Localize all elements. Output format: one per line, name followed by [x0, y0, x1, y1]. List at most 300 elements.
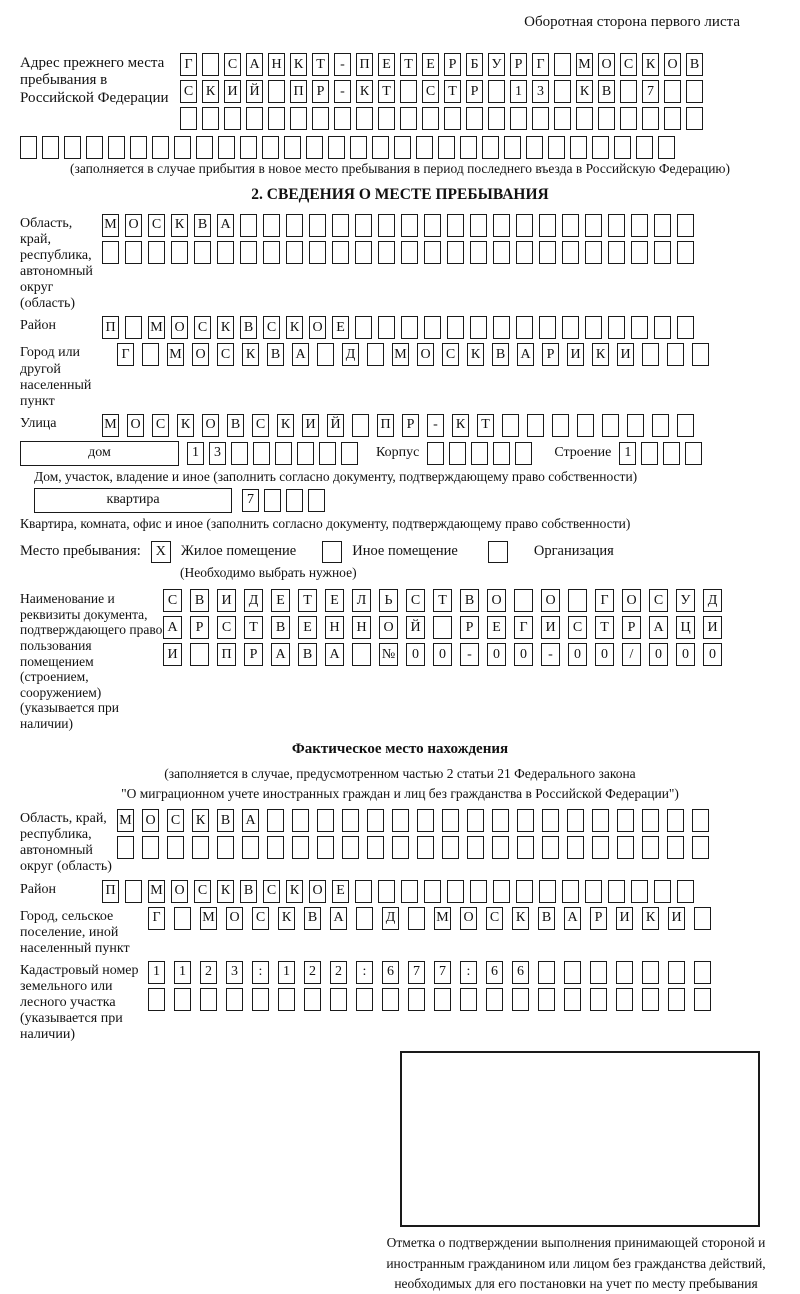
char-cell: У: [676, 589, 695, 612]
char-cell: С: [486, 907, 503, 930]
apartment-labelbox: квартира: [34, 488, 232, 513]
char-cell: В: [194, 214, 211, 237]
char-cell: [424, 880, 441, 903]
char-cell: П: [377, 414, 394, 437]
char-cell: 1: [278, 961, 295, 984]
char-cell: [142, 343, 159, 366]
char-cell: [20, 136, 37, 159]
char-cell: А: [517, 343, 534, 366]
char-cell: К: [217, 880, 234, 903]
char-cell: [378, 880, 395, 903]
char-cell: [590, 961, 607, 984]
char-cell: №: [379, 643, 398, 666]
char-cell: [627, 414, 644, 437]
char-cell: [493, 241, 510, 264]
char-cell: В: [240, 880, 257, 903]
char-cell: Д: [244, 589, 263, 612]
char-cell: [663, 442, 680, 465]
street-grid: [102, 414, 694, 437]
char-cell: [417, 836, 434, 859]
char-cell: О: [226, 907, 243, 930]
char-cell: С: [152, 414, 169, 437]
district-label: Район: [20, 318, 56, 334]
char-cell: К: [177, 414, 194, 437]
char-cell: [617, 836, 634, 859]
char-cell: [504, 136, 521, 159]
char-cell: К: [278, 907, 295, 930]
char-cell: 0: [595, 643, 614, 666]
char-cell: И: [217, 589, 236, 612]
char-cell: [510, 107, 527, 130]
char-cell: 0: [676, 643, 695, 666]
char-cell: Т: [433, 589, 452, 612]
char-cell: [654, 214, 671, 237]
char-cell: [42, 136, 59, 159]
char-cell: [408, 907, 425, 930]
char-cell: [654, 241, 671, 264]
char-cell: [102, 241, 119, 264]
char-cell: [352, 643, 371, 666]
district-grid: [102, 316, 694, 339]
apartment-grid: [242, 489, 325, 512]
char-cell: [568, 589, 587, 612]
city-block: [20, 343, 780, 409]
char-cell: М: [167, 343, 184, 366]
char-cell: [631, 241, 648, 264]
char-cell: О: [487, 589, 506, 612]
char-cell: [372, 136, 389, 159]
char-cell: [306, 136, 323, 159]
char-cell: [539, 214, 556, 237]
char-cell: [148, 241, 165, 264]
char-cell: [350, 136, 367, 159]
char-cell: И: [163, 643, 182, 666]
char-cell: -: [460, 643, 479, 666]
char-cell: [460, 136, 477, 159]
char-cell: К: [277, 414, 294, 437]
char-cell: [664, 80, 681, 103]
char-cell: -: [334, 53, 351, 76]
char-cell: [493, 880, 510, 903]
char-cell: [317, 836, 334, 859]
char-cell: К: [286, 316, 303, 339]
char-cell: [517, 809, 534, 832]
char-cell: [267, 836, 284, 859]
char-cell: [304, 988, 321, 1011]
char-cell: [642, 836, 659, 859]
char-cell: [517, 836, 534, 859]
char-cell: П: [102, 880, 119, 903]
char-cell: А: [330, 907, 347, 930]
char-cell: И: [567, 343, 584, 366]
char-cell: [486, 988, 503, 1011]
char-cell: Ц: [676, 616, 695, 639]
char-cell: С: [620, 53, 637, 76]
char-cell: [466, 107, 483, 130]
char-cell: [620, 80, 637, 103]
char-cell: [194, 241, 211, 264]
char-cell: [424, 241, 441, 264]
char-cell: В: [492, 343, 509, 366]
char-cell: [567, 809, 584, 832]
char-cell: [180, 107, 197, 130]
char-cell: [416, 136, 433, 159]
char-cell: [217, 836, 234, 859]
char-cell: [686, 80, 703, 103]
char-cell: Г: [148, 907, 165, 930]
char-cell: [378, 214, 395, 237]
char-cell: [378, 316, 395, 339]
char-cell: Д: [703, 589, 722, 612]
char-cell: [152, 136, 169, 159]
char-cell: [636, 136, 653, 159]
char-cell: С: [422, 80, 439, 103]
char-cell: С: [163, 589, 182, 612]
char-cell: [447, 316, 464, 339]
char-cell: [562, 214, 579, 237]
char-cell: [667, 809, 684, 832]
char-cell: [392, 809, 409, 832]
previous-address-note: (заполняется в случае прибытия в новое место пребывания в период последнего въезда в Российскую Федерацию): [69, 161, 731, 176]
char-cell: У: [488, 53, 505, 76]
char-cell: П: [102, 316, 119, 339]
char-cell: [174, 907, 191, 930]
char-cell: А: [246, 53, 263, 76]
char-cell: [493, 442, 510, 465]
char-cell: А: [564, 907, 581, 930]
char-cell: [608, 316, 625, 339]
char-cell: И: [617, 343, 634, 366]
actual-location-note: [20, 764, 780, 803]
char-cell: К: [242, 343, 259, 366]
char-cell: [328, 136, 345, 159]
char-cell: 2: [304, 961, 321, 984]
char-cell: [196, 136, 213, 159]
region-label: Область, край, республика, автономный округ (область): [20, 215, 93, 312]
char-cell: [108, 136, 125, 159]
char-cell: В: [538, 907, 555, 930]
char-cell: [667, 836, 684, 859]
char-cell: М: [434, 907, 451, 930]
char-cell: [171, 241, 188, 264]
char-cell: [585, 316, 602, 339]
char-cell: И: [302, 414, 319, 437]
char-cell: [264, 489, 281, 512]
cadastral-block: [20, 961, 780, 1043]
char-cell: [577, 414, 594, 437]
char-cell: Г: [595, 589, 614, 612]
char-cell: [200, 988, 217, 1011]
char-cell: [263, 241, 280, 264]
char-cell: [532, 107, 549, 130]
char-cell: [267, 809, 284, 832]
char-cell: [356, 988, 373, 1011]
char-cell: А: [649, 616, 668, 639]
char-cell: :: [252, 961, 269, 984]
char-cell: [218, 136, 235, 159]
char-cell: Е: [325, 589, 344, 612]
char-cell: -: [334, 80, 351, 103]
street-block: [20, 414, 780, 437]
korpus-grid: [427, 442, 532, 465]
char-cell: [117, 836, 134, 859]
char-cell: [470, 316, 487, 339]
char-cell: [438, 136, 455, 159]
char-cell: [394, 136, 411, 159]
char-cell: Р: [510, 53, 527, 76]
char-cell: С: [180, 80, 197, 103]
char-cell: И: [541, 616, 560, 639]
char-cell: [355, 880, 372, 903]
char-cell: [516, 880, 533, 903]
char-cell: [64, 136, 81, 159]
char-cell: [570, 136, 587, 159]
char-cell: Л: [352, 589, 371, 612]
char-cell: К: [171, 214, 188, 237]
char-cell: [668, 961, 685, 984]
char-cell: А: [292, 343, 309, 366]
char-cell: Е: [298, 616, 317, 639]
region-block: [20, 214, 780, 313]
char-cell: [677, 214, 694, 237]
char-cell: [467, 809, 484, 832]
char-cell: [548, 136, 565, 159]
char-cell: Р: [244, 643, 263, 666]
char-cell: [654, 316, 671, 339]
char-cell: [617, 809, 634, 832]
char-cell: [290, 107, 307, 130]
char-cell: [317, 809, 334, 832]
section2-title: 2. СВЕДЕНИЯ О МЕСТЕ ПРЕБЫВАНИЯ: [251, 185, 549, 203]
actual-region-row-2: [117, 836, 709, 859]
char-cell: [694, 988, 711, 1011]
char-cell: О: [309, 316, 326, 339]
char-cell: [367, 809, 384, 832]
street-label: Улица: [20, 415, 57, 431]
char-cell: К: [202, 80, 219, 103]
char-cell: 1: [174, 961, 191, 984]
char-cell: А: [325, 643, 344, 666]
char-cell: Т: [312, 53, 329, 76]
char-cell: 6: [486, 961, 503, 984]
char-cell: [552, 414, 569, 437]
char-cell: 0: [568, 643, 587, 666]
char-cell: [502, 414, 519, 437]
stay-option-checkbox-residential: X: [151, 541, 171, 563]
char-cell: Е: [332, 880, 349, 903]
char-cell: К: [286, 880, 303, 903]
char-cell: :: [460, 961, 477, 984]
char-cell: [668, 988, 685, 1011]
char-cell: [542, 836, 559, 859]
char-cell: [86, 136, 103, 159]
char-cell: М: [102, 214, 119, 237]
char-cell: Й: [327, 414, 344, 437]
char-cell: [240, 241, 257, 264]
char-cell: 0: [433, 643, 452, 666]
char-cell: С: [252, 414, 269, 437]
char-cell: [278, 988, 295, 1011]
cadastral-row-1: [148, 961, 711, 984]
char-cell: [341, 442, 358, 465]
char-cell: Г: [117, 343, 134, 366]
char-cell: [526, 136, 543, 159]
stroenie-label: Строение: [554, 445, 612, 461]
char-cell: [620, 107, 637, 130]
char-cell: [516, 316, 533, 339]
char-cell: [585, 880, 602, 903]
char-cell: [286, 489, 303, 512]
char-cell: О: [598, 53, 615, 76]
char-cell: Д: [382, 907, 399, 930]
char-cell: [554, 53, 571, 76]
char-cell: [442, 836, 459, 859]
char-cell: [309, 241, 326, 264]
char-cell: К: [356, 80, 373, 103]
char-cell: [433, 616, 452, 639]
char-cell: 3: [209, 442, 226, 465]
actual-location-note-line2: "О миграционном учете иностранных граждан и лиц без гражданства в Российской Федерации"): [121, 785, 679, 801]
char-cell: [292, 836, 309, 859]
char-cell: [142, 836, 159, 859]
char-cell: [585, 241, 602, 264]
char-cell: [631, 214, 648, 237]
char-cell: К: [642, 53, 659, 76]
char-cell: В: [298, 643, 317, 666]
char-cell: [608, 880, 625, 903]
page-header-note: Оборотная сторона первого листа: [524, 14, 740, 30]
char-cell: [449, 442, 466, 465]
apartment-row: [20, 488, 780, 513]
char-cell: В: [190, 589, 209, 612]
char-cell: [512, 988, 529, 1011]
char-cell: [516, 241, 533, 264]
char-cell: -: [427, 414, 444, 437]
region-row-1: [102, 214, 694, 237]
char-cell: [292, 809, 309, 832]
char-cell: 1: [148, 961, 165, 984]
previous-address-row-2: [180, 80, 703, 103]
document-label: Наименование и реквизиты документа, подтверждающего право пользования помещением (строением, сооружением) (указывается при наличии): [20, 591, 163, 731]
region-row-2: [102, 241, 694, 264]
char-cell: Ь: [379, 589, 398, 612]
stay-type-row: [20, 541, 780, 563]
char-cell: 7: [642, 80, 659, 103]
char-cell: И: [616, 907, 633, 930]
char-cell: 0: [487, 643, 506, 666]
char-cell: Т: [444, 80, 461, 103]
char-cell: [492, 836, 509, 859]
char-cell: А: [163, 616, 182, 639]
char-cell: [542, 809, 559, 832]
char-cell: Р: [590, 907, 607, 930]
char-cell: [356, 107, 373, 130]
char-cell: 7: [242, 489, 259, 512]
actual-city-grid: [148, 907, 711, 930]
char-cell: С: [217, 616, 236, 639]
korpus-label: Корпус: [376, 445, 420, 461]
char-cell: [692, 343, 709, 366]
char-cell: [592, 136, 609, 159]
char-cell: [246, 107, 263, 130]
char-cell: С: [649, 589, 668, 612]
char-cell: М: [200, 907, 217, 930]
char-cell: 1: [619, 442, 636, 465]
char-cell: Т: [244, 616, 263, 639]
char-cell: [686, 107, 703, 130]
char-cell: С: [194, 880, 211, 903]
char-cell: [694, 961, 711, 984]
char-cell: [467, 836, 484, 859]
char-cell: Е: [487, 616, 506, 639]
char-cell: [240, 136, 257, 159]
document-row-2: [163, 616, 722, 639]
char-cell: О: [142, 809, 159, 832]
char-cell: 7: [408, 961, 425, 984]
char-cell: [263, 214, 280, 237]
char-cell: [592, 836, 609, 859]
previous-address-row-4: [20, 136, 780, 159]
char-cell: [590, 988, 607, 1011]
stroenie-grid: [619, 442, 702, 465]
char-cell: [268, 80, 285, 103]
char-cell: О: [171, 880, 188, 903]
char-cell: [527, 414, 544, 437]
char-cell: О: [192, 343, 209, 366]
char-cell: К: [592, 343, 609, 366]
previous-address-label: Адрес прежнего места пребывания в Российской Федерации: [20, 55, 169, 106]
char-cell: [516, 214, 533, 237]
cadastral-label: Кадастровый номер земельного или лесного участка (указывается при наличии): [20, 962, 139, 1043]
char-cell: [664, 107, 681, 130]
char-cell: [470, 214, 487, 237]
char-cell: [367, 836, 384, 859]
char-cell: [493, 316, 510, 339]
char-cell: [332, 241, 349, 264]
char-cell: Е: [332, 316, 349, 339]
char-cell: 3: [226, 961, 243, 984]
char-cell: [562, 316, 579, 339]
char-cell: [378, 241, 395, 264]
actual-location-note-line1: (заполняется в случае, предусмотренном частью 2 статьи 21 Федерального закона: [164, 766, 636, 782]
char-cell: [367, 343, 384, 366]
char-cell: [417, 809, 434, 832]
previous-address-block: [20, 53, 780, 130]
char-cell: А: [217, 214, 234, 237]
char-cell: [268, 107, 285, 130]
char-cell: 6: [512, 961, 529, 984]
char-cell: Й: [246, 80, 263, 103]
house-row: [20, 441, 780, 466]
char-cell: [401, 214, 418, 237]
char-cell: [242, 836, 259, 859]
char-cell: Г: [532, 53, 549, 76]
char-cell: [444, 107, 461, 130]
char-cell: [631, 316, 648, 339]
char-cell: О: [127, 414, 144, 437]
char-cell: 2: [330, 961, 347, 984]
char-cell: [515, 442, 532, 465]
char-cell: Д: [342, 343, 359, 366]
char-cell: [642, 343, 659, 366]
char-cell: К: [467, 343, 484, 366]
actual-district-block: [20, 880, 780, 903]
char-cell: Н: [352, 616, 371, 639]
char-cell: Н: [325, 616, 344, 639]
char-cell: В: [598, 80, 615, 103]
char-cell: В: [217, 809, 234, 832]
char-cell: [642, 961, 659, 984]
